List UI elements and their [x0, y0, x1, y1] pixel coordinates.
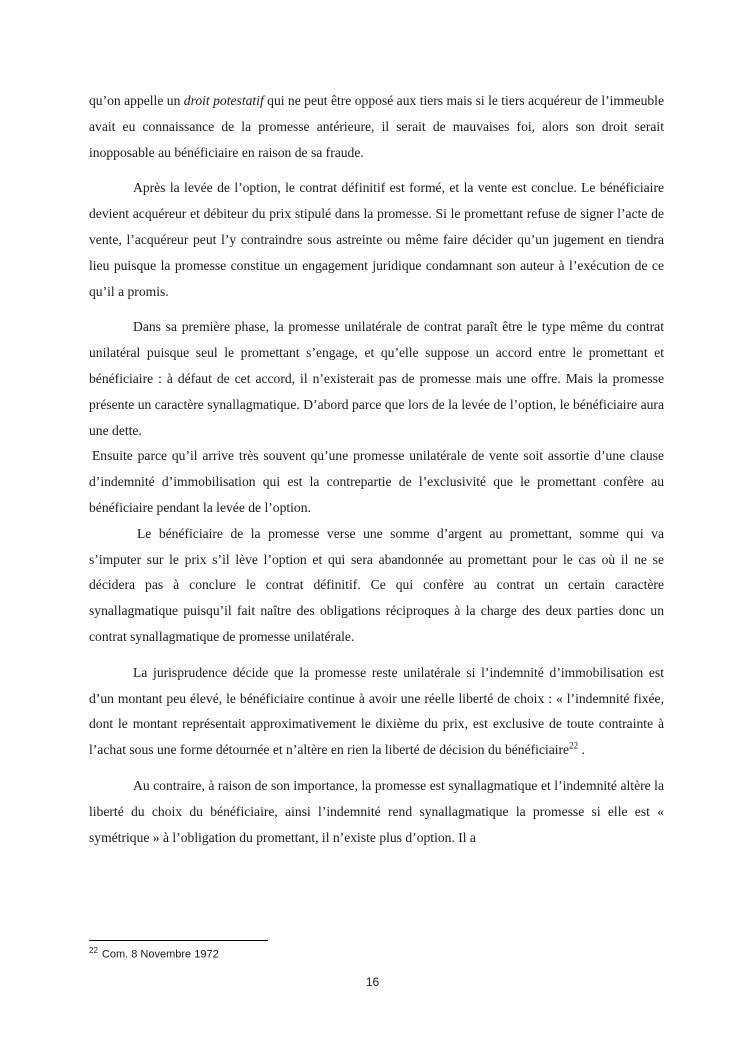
footnote: [89, 946, 219, 961]
footnote-reference: 22: [569, 740, 579, 751]
paragraph-7: Au contraire, à raison de son importance, la promesse est synallagmatique et l’indemnité altère la liberté du choix du bénéficiaire, ainsi l’indemnité rend synallagmatique la promesse si elle est « symétrique » à l’obligation du promettant, il n’existe plus d’option. Il a: [89, 777, 664, 845]
paragraph-1-end: qui ne peut être opposé aux tiers mais si le tiers acquéreur de l’immeuble avait eu connaissance de la promesse antérieure, il serait de mauvaises foi, alors son droit serait inopposable au bénéficiaire en raison de sa fraude.: [89, 93, 664, 160]
paragraph-3: Dans sa première phase, la promesse unilatérale de contrat paraît être le type même du contrat unilatéral puisque seul le promettant s’engage, et qu’elle suppose un accord entre le promettant et bénéficiaire : à défaut de cet accord, il n’existerait pas de promesse mais une offre. Mais la promesse présente un caractère synallagmatique. D’abord parce que lors de la levée de l’option, le bénéficiaire aura une dette.: [89, 319, 664, 438]
paragraph-6: [89, 660, 664, 763]
paragraph-4: Ensuite parce qu’il arrive très souvent qu’une promesse unilatérale de vente soit assortie d’une clause d’indemnité d’immobilisation qui est la contrepartie de l’exclusivité que le promettant confère au bénéficiaire pendant la levée de l’option.: [89, 448, 664, 515]
footnote-divider: [89, 940, 268, 941]
paragraph-5: Le bénéficiaire de la promesse verse une somme d’argent au promettant, somme qui va s’imputer sur le prix s’il lève l’option et qui sera abandonnée au promettant pour le cas où il ne se décidera pas à conclure le contrat définitif. Ce qui confère au contrat un certain caractère synallagmatique puisqu’il fait naître des obligations réciproques à la charge des deux parties donc un contrat synallagmatique de promesse unilatérale.: [89, 525, 664, 644]
paragraph-1: [89, 88, 664, 165]
paragraph-2: Après la levée de l’option, le contrat définitif est formé, et la vente est conclue. Le bénéficiaire devient acquéreur et débiteur du prix stipulé dans la promesse. Si le promettant refuse de signer l’acte de vente, l’acquéreur peut l’y contraindre sous astreinte ou même faire décider qu’un jugement en tiendra lieu puisque la promesse constitue un engagement juridique condamnant son auteur à l’exécution de ce qu’il a promis.: [89, 180, 664, 299]
footnote-text: Com. 8 Novembre 1972: [101, 948, 219, 961]
page-number: 16: [365, 975, 380, 989]
footnote-number: 22: [89, 946, 98, 955]
italic-term: droit potestatif: [183, 93, 264, 108]
paragraph-1-start: qu’on appelle un: [89, 93, 184, 108]
paragraph-6-end: .: [578, 742, 585, 758]
page-body: [89, 88, 664, 850]
paragraph-6-text: La jurisprudence décide que la promesse reste unilatérale si l’indemnité d’immobilisation est d’un montant peu élevé, le bénéficiaire continue à avoir une réelle liberté de choix : « l’indemnité fixée, dont le montant représentait approximativement le dixième du prix, est exclusive de toute contrainte à l’achat sous une forme détournée et n’altère en rien la liberté de décision du bénéficiaire: [89, 664, 664, 758]
